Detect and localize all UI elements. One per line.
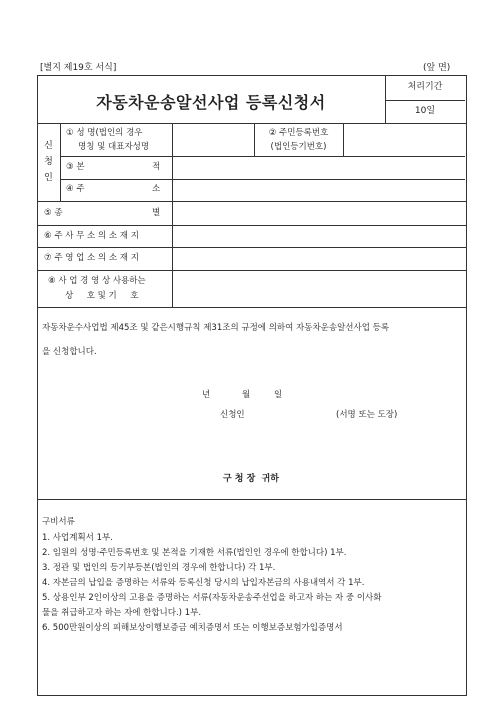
type-label-b: 별	[152, 208, 161, 218]
trade-name-label-line2: 상 호 및 기 호	[65, 291, 139, 301]
title-bottom-line	[37, 123, 466, 124]
regno-input[interactable]	[345, 125, 463, 154]
address-label-a: ④ 주	[66, 184, 85, 194]
document-item: 2. 임원의 성명·주민등록번호 및 본적을 기재한 서류(법인인 경우에 한합니다) 1부.	[42, 548, 347, 558]
date-year: 년	[202, 390, 211, 400]
name-label-line1: ① 성 명(법인의 경우	[66, 128, 143, 138]
applicant-column-line	[60, 123, 61, 201]
row-line-6	[37, 270, 466, 271]
document-item: 5. 상용인부 2인이상의 고용을 증명하는 서류(자동차운송주선업을 하고자 하는 자 중 이사화	[42, 593, 382, 603]
page-side-label: (앞 면)	[423, 63, 451, 73]
row-line-3	[37, 201, 466, 202]
applicant-char-2: 청	[44, 157, 53, 167]
main-office-input[interactable]	[174, 227, 463, 245]
document-item: 1. 사업계획서 1부.	[42, 533, 113, 543]
type-label-a: ⑤ 종	[44, 208, 63, 218]
addressee: 구 청 장 귀하	[222, 474, 279, 484]
form-number: [별지 제19호 서식]	[40, 63, 117, 73]
regno-label-line1: ② 주민등록번호	[268, 128, 329, 138]
document-item: 4. 자본금의 납입을 증명하는 서류와 등록신청 당시의 납입자본금의 사용내역서 각 1부.	[42, 578, 365, 588]
row-line-1	[60, 156, 465, 157]
signature-hint: (서명 또는 도장)	[336, 410, 398, 420]
type-input[interactable]	[174, 203, 463, 223]
address-label-b: 소	[152, 184, 161, 194]
domicile-label-a: ③ 본	[66, 162, 85, 172]
label-column-line	[172, 123, 173, 307]
regno-right-line	[343, 123, 344, 156]
date-day: 일	[274, 390, 283, 400]
processing-value: 10일	[414, 106, 436, 116]
document-item: 물을 취급하고자 하는 자에 한합니다.) 1부.	[42, 608, 202, 618]
domicile-input[interactable]	[174, 158, 463, 177]
applicant-signature-label: 신청인	[220, 410, 245, 420]
statement-line1: 자동차운수사업법 제45조 및 같은시행규칙 제31조의 규정에 의하여 자동차운송알선사업 등록	[42, 323, 390, 333]
statement-line2: 을 신청합니다.	[42, 347, 97, 357]
processing-divider	[385, 100, 465, 101]
trade-name-label-line1: ⑧ 사 업 경 영 상 사용하는	[48, 276, 146, 286]
row-line-5	[37, 247, 466, 248]
date-month: 월	[242, 390, 251, 400]
processing-label: 처리기간	[407, 82, 443, 92]
address-input[interactable]	[174, 181, 463, 199]
row-line-8	[37, 499, 466, 500]
domicile-label-b: 적	[152, 162, 161, 172]
name-input[interactable]	[174, 125, 252, 154]
trade-name-input[interactable]	[174, 272, 463, 305]
row-line-2	[60, 179, 465, 180]
form-title: 자동차운송알선사업 등록신청서	[96, 93, 326, 112]
row-line-4	[37, 225, 466, 226]
business-place-input[interactable]	[174, 249, 463, 268]
applicant-char-3: 인	[44, 173, 53, 183]
documents-heading: 구비서류	[42, 517, 75, 527]
applicant-char-1: 신	[44, 141, 53, 151]
document-item: 3. 정관 및 법인의 등기부등본(법인의 경우에 한합니다) 각 1부.	[42, 563, 276, 573]
row-line-7	[37, 307, 466, 308]
document-item: 6. 500만원이상의 피해보상이행보증금 예치증명서 또는 이행보증보험가입증명서	[42, 623, 343, 633]
regno-label-line2: (법인등기번호)	[270, 142, 327, 152]
main-office-label: ⑥ 주 사 무 소 의 소 재 지	[44, 231, 139, 241]
name-label-line2: 명칭 및 대표자성명	[78, 142, 150, 152]
business-place-label: ⑦ 주 영 업 소 의 소 재 지	[44, 253, 139, 263]
